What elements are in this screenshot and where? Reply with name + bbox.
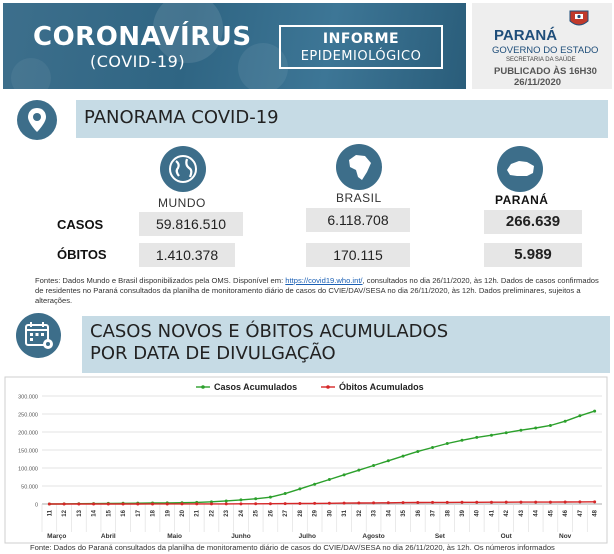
data-point-obitos (254, 502, 257, 505)
data-point-casos (519, 429, 522, 432)
y-tick-label: 250.000 (18, 412, 38, 419)
location-pin-icon (17, 100, 57, 140)
legend-swatch-marker (201, 385, 205, 389)
data-point-casos (505, 431, 508, 434)
x-tick-label: 18 (150, 510, 157, 517)
chart-section-title-line2: POR DATA DE DIVULGAÇÃO (90, 343, 336, 364)
series-line-casos (49, 411, 594, 504)
chart-frame (5, 377, 607, 543)
data-point-obitos (181, 502, 184, 505)
data-point-obitos (77, 502, 80, 505)
x-tick-label: 20 (180, 510, 186, 517)
parana-seal-icon (568, 9, 590, 29)
x-tick-label: 26 (268, 510, 275, 517)
data-point-obitos (107, 502, 110, 505)
x-tick-label: 17 (135, 510, 142, 517)
data-point-obitos (416, 501, 419, 504)
x-tick-label: 21 (194, 510, 201, 517)
row-label-obitos: ÓBITOS (57, 247, 107, 262)
data-point-obitos (387, 501, 390, 504)
data-point-obitos (284, 502, 287, 505)
x-tick-label: 43 (518, 510, 525, 517)
data-point-obitos (343, 502, 346, 505)
x-tick-label: 37 (430, 510, 437, 517)
calendar-virus-icon (16, 313, 61, 358)
row-label-casos: CASOS (57, 217, 104, 232)
month-label: Nov (559, 533, 572, 540)
mundo-casos-value: 59.816.510 (139, 212, 243, 236)
data-point-obitos (328, 502, 331, 505)
chart-sources-note: Fonte: Dados do Paraná consultados da planilha de monitoramento diário de casos do CVIE/DAV/SESA no dia 26/11/2020, às 12h. Os números informados (30, 543, 555, 552)
data-point-obitos (534, 501, 537, 504)
x-tick-label: 12 (62, 510, 69, 517)
x-tick-label: 40 (474, 510, 481, 517)
month-label: Agosto (362, 533, 385, 540)
parana-map-icon (497, 146, 543, 192)
brasil-casos-value: 6.118.708 (306, 208, 410, 232)
data-point-obitos (402, 501, 405, 504)
y-tick-label: 150.000 (18, 448, 38, 455)
data-point-obitos (298, 502, 301, 505)
secretariat-label: SECRETARIA DA SAÚDE (506, 57, 576, 63)
parana-government-logo (472, 3, 612, 89)
x-tick-label: 24 (238, 510, 245, 517)
data-point-obitos (490, 501, 493, 504)
banner-title: CORONAVÍRUS (33, 22, 252, 52)
data-point-obitos (48, 503, 51, 506)
panorama-sources-note (35, 276, 607, 306)
legend-label: Óbitos Acumulados (339, 382, 424, 392)
x-tick-label: 32 (356, 510, 363, 517)
x-tick-label: 14 (91, 510, 98, 517)
y-tick-label: 0 (34, 502, 38, 509)
x-tick-label: 19 (165, 510, 172, 517)
data-point-casos (534, 427, 537, 430)
data-point-obitos (549, 501, 552, 504)
panorama-section-header (76, 100, 608, 138)
month-label: Março (47, 533, 67, 540)
data-point-obitos (357, 501, 360, 504)
x-tick-label: 16 (121, 510, 128, 517)
x-tick-label: 34 (386, 510, 393, 517)
x-tick-label: 27 (283, 510, 290, 517)
data-point-obitos (195, 502, 198, 505)
mundo-obitos-value: 1.410.378 (139, 243, 235, 267)
x-tick-label: 29 (312, 510, 319, 517)
covid-banner (3, 3, 466, 89)
cumulative-chart (4, 376, 608, 544)
data-point-casos (313, 483, 316, 486)
column-label-mundo: MUNDO (158, 196, 206, 210)
column-label-parana: PARANÁ (495, 193, 549, 207)
data-point-obitos (564, 501, 567, 504)
published-date: 26/11/2020 (514, 77, 562, 88)
data-point-casos (446, 442, 449, 445)
month-label: Abril (100, 533, 116, 540)
data-point-casos (239, 498, 242, 501)
legend-swatch-marker (326, 385, 330, 389)
data-point-casos (284, 492, 287, 495)
x-tick-label: 15 (106, 510, 113, 517)
sources-text-continued: , consultados no dia 26/11/2020, às 12h. Dados de casos confirmados de residentes no Paraná consultados da planilha de monitoramento diário de casos do CVIE/DAV/SESA no dia 26/11/2020, às 12h. Dados preliminares, sujeitos a alterações. (35, 276, 599, 305)
banner-subtitle: (COVID-19) (90, 52, 186, 71)
data-point-obitos (593, 500, 596, 503)
data-point-casos (387, 459, 390, 462)
data-point-obitos (92, 502, 95, 505)
month-label: Junho (231, 533, 251, 540)
data-point-casos (225, 499, 228, 502)
data-point-obitos (461, 501, 464, 504)
month-label: Maio (167, 533, 183, 540)
chart-section-title (90, 321, 448, 365)
globe-icon (160, 146, 206, 192)
x-tick-label: 42 (504, 510, 511, 517)
data-point-obitos (578, 500, 581, 503)
x-tick-label: 25 (253, 510, 260, 517)
data-point-casos (372, 464, 375, 467)
government-label: GOVERNO DO ESTADO (492, 45, 599, 56)
month-label: Set (434, 533, 445, 540)
column-label-brasil: BRASIL (336, 191, 382, 205)
data-point-obitos (63, 502, 66, 505)
data-point-casos (431, 446, 434, 449)
x-tick-label: 38 (445, 510, 452, 517)
virus-decoration (11, 58, 51, 89)
x-tick-label: 22 (209, 510, 216, 517)
month-label: Julho (298, 533, 316, 540)
data-point-obitos (372, 501, 375, 504)
brazil-map-icon (336, 144, 382, 190)
who-link[interactable]: https://covid19.who.int/ (285, 276, 363, 285)
x-tick-label: 28 (297, 510, 304, 517)
data-point-casos (357, 469, 360, 472)
y-tick-label: 50.000 (21, 484, 38, 491)
y-tick-label: 100.000 (18, 466, 38, 473)
x-tick-label: 23 (224, 510, 231, 517)
x-tick-label: 41 (489, 510, 496, 517)
panorama-title: PANORAMA COVID-19 (84, 107, 279, 128)
data-point-obitos (269, 502, 272, 505)
x-tick-label: 35 (401, 510, 408, 517)
data-point-obitos (431, 501, 434, 504)
data-point-casos (461, 439, 464, 442)
x-tick-label: 39 (460, 510, 466, 517)
data-point-casos (475, 436, 478, 439)
data-point-obitos (519, 501, 522, 504)
data-point-casos (490, 434, 493, 437)
data-point-casos (564, 420, 567, 423)
brasil-obitos-value: 170.115 (306, 243, 410, 267)
data-point-casos (549, 424, 552, 427)
informe-badge (279, 25, 443, 69)
data-point-casos (593, 410, 596, 413)
x-tick-label: 33 (371, 510, 378, 517)
x-tick-label: 47 (577, 510, 584, 517)
data-point-obitos (210, 502, 213, 505)
data-point-casos (343, 473, 346, 476)
data-point-obitos (239, 502, 242, 505)
data-point-obitos (446, 501, 449, 504)
report-header (0, 0, 614, 92)
chart-svg (4, 376, 608, 544)
data-point-casos (402, 455, 405, 458)
data-point-obitos (122, 502, 125, 505)
published-time: PUBLICADO ÀS 16H30 (494, 66, 597, 77)
y-tick-label: 300.000 (18, 394, 38, 401)
data-point-casos (578, 414, 581, 417)
informe-line1: INFORME (322, 31, 400, 47)
data-point-obitos (151, 502, 154, 505)
data-point-casos (416, 450, 419, 453)
data-point-casos (269, 496, 272, 499)
chart-section-header (82, 316, 610, 373)
chart-section-title-line1: CASOS NOVOS E ÓBITOS ACUMULADOS (90, 321, 449, 342)
data-point-obitos (475, 501, 478, 504)
month-label: Out (500, 533, 512, 540)
legend-label: Casos Acumulados (214, 382, 298, 392)
data-point-casos (298, 487, 301, 490)
x-tick-label: 36 (415, 510, 422, 517)
informe-line2: EPIDEMIOLÓGICO (300, 49, 422, 64)
x-tick-label: 31 (342, 510, 349, 517)
x-tick-label: 13 (76, 510, 83, 517)
x-tick-label: 11 (47, 510, 54, 517)
data-point-obitos (166, 502, 169, 505)
x-tick-label: 48 (592, 510, 599, 517)
data-point-casos (254, 497, 257, 500)
data-point-obitos (505, 501, 508, 504)
data-point-obitos (225, 502, 228, 505)
data-point-obitos (313, 502, 316, 505)
sources-text: Fontes: Dados Mundo e Brasil disponibilizados pela OMS. Disponível em: (35, 276, 286, 285)
parana-obitos-value: 5.989 (484, 243, 582, 267)
state-name: PARANÁ (494, 27, 558, 44)
data-point-obitos (136, 502, 139, 505)
x-tick-label: 45 (548, 510, 555, 517)
parana-casos-value: 266.639 (484, 210, 582, 234)
x-tick-label: 46 (563, 510, 570, 517)
data-point-casos (328, 478, 331, 481)
x-tick-label: 44 (533, 510, 540, 517)
x-tick-label: 30 (327, 510, 334, 517)
y-tick-label: 200.000 (18, 430, 38, 437)
